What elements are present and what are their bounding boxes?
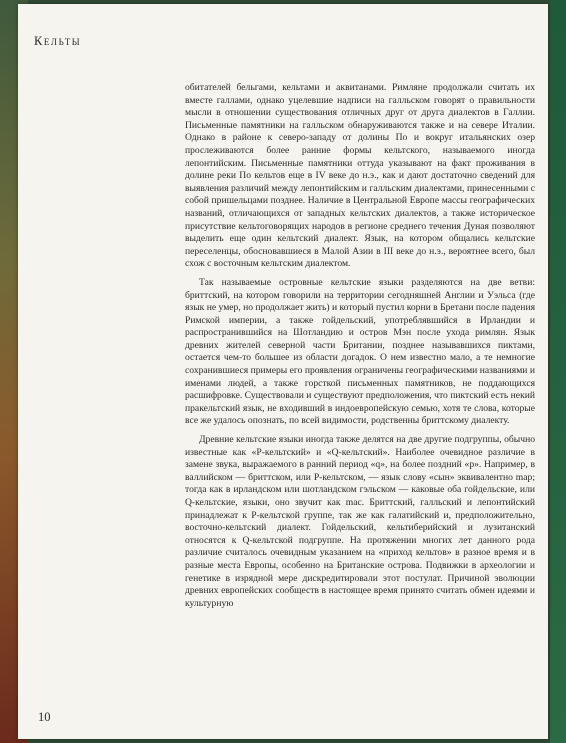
running-head: Кельты [34, 34, 82, 48]
paragraph-2: Так называемые островные кельтские языки разделяются на две ветви: бриттский, на котором говорили на территории сегодняшней Англии и Уэльса (где язык не умер, но продолжает жить) и который пустил корни в Бретани после падения Римской империи, а также гойдельский, употреблявшийся в Ирландии и распространившийся на Шотландию и остров Мэн после ухода римлян. Язык древних жителей северной части Британии, позднее называвшихся пиктами, остается чем-то большее из области догадок. О нем известно мало, а те немногие сохранившиеся примеры его проявления ограничены географическими названиями и именами людей, а также горсткой письменных памятников, не поддающихся расшифровке. Существовали и существуют предположения, что пиктский есть некий пракельтский язык, не входивший в индоевропейскую семью, хотя те слова, которые все же удалось опознать, по всей видимости, родственны бриттскому диалекту. [185, 276, 535, 427]
body-text [185, 82, 535, 616]
paragraph-3: Древние кельтские языки иногда также делятся на две другие подгруппы, обычно известные как «P-кельтский» и «Q-кельтский». Наиболее очевидное различие в замене звука, выражаемого в ранний период «q», на более поздний «p». Например, в валлийском — бриттском, или P-кельтском, — язык слову «сын» эквивалентно map; тогда как в ирландском или шотландском гэльском — каковые оба гойдельские, или Q-кельтские, языки, оно звучит как mac. Бриттский, галльский и лепонтийский принадлежат к P-кельтской группе, так же как галатийский и, предположительно, восточно-кельтский диалект. Гойдельский, кельтиберийский и лузитанский относятся к Q-кельтской подгруппе. На протяжении многих лет данного рода различие считалось очевидным указанием на «приход кельтов» в разное время и в разные места Европы, особенно на Британские острова. Подвижки в археологии и генетике в изрядной мере дискредитировали этот постулат. Причиной эволюции древних европейских сообществ в настоящее время принято считать обмен идеями и культурную [185, 434, 535, 609]
book-page [18, 4, 548, 739]
page-number: 10 [38, 710, 51, 724]
paragraph-1: обитателей бельгами, кельтами и аквитанами. Римляне продолжали считать их вместе галлами, однако уцелевшие надписи на галльском говорят о правильности мысли в отношении существования отличных друг от друга диалектов в Галлии. Письменные памятники на галльском обнаруживаются также и на севере Италии. Однако в районе к северо-западу от долины По и вокруг итальянских озер прослеживаются более ранние формы кельтского, называемого иногда лепонтийским. Письменные памятники оттуда указывают на факт проживания в долине реки По кельтов еще в IV веке до н.э., как и дают достаточно сведений для выявления различий между лепонтийским и галльским диалектами, принесенными с собой пришельцами позднее. Наличие в Центральной Европе массы географических названий, отличающихся от западных кельтских диалектов, а также историческое присутствие кельтоговорящих народов в регионе среднего течения Дуная позволяют выделить еще один кельтский диалект. Язык, на котором общались кельтские переселенцы, обосновавшиеся в Малой Азии в III веке до н.э., вероятнее всего, был схож с восточным кельтским диалектом. [185, 82, 535, 270]
book-cover-right-edge [550, 0, 566, 743]
